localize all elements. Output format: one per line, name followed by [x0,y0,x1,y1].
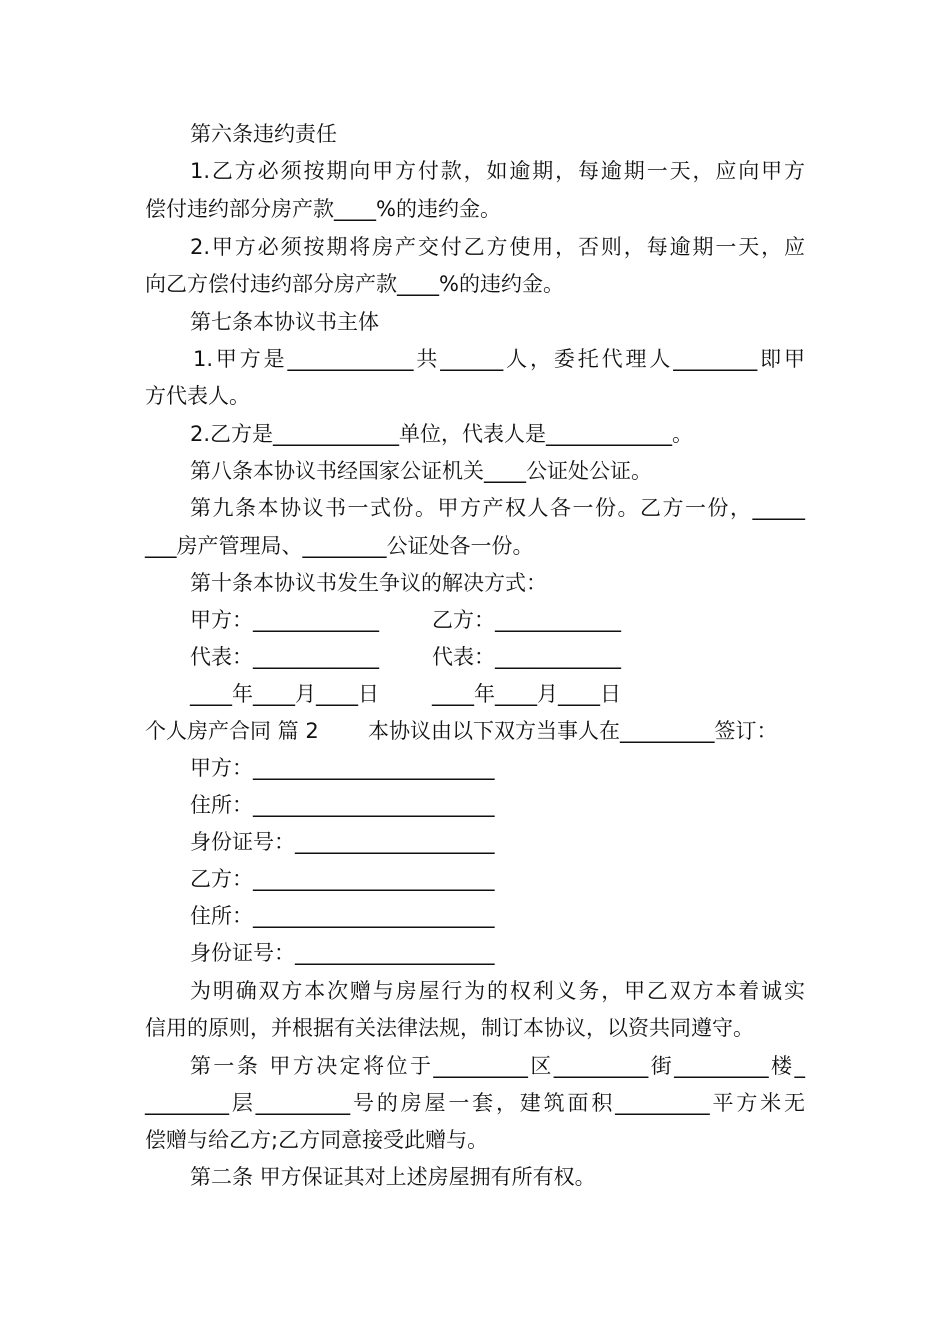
preamble-line-2: 信用的原则，并根据有关法律法规，制订本协议，以资共同遵守。 [145,1016,754,1040]
article-6-clause-1-line-2: 偿付违约部分房产款____%的违约金。 [145,197,501,221]
article-6-heading: 第六条违约责任 [190,122,337,146]
party-b-address-field: 住所：_______________________ [190,904,495,928]
party-b-id-field: 身份证号：___________________ [190,941,495,965]
signature-representative-b: 代表：____________ [432,645,621,669]
party-a-field: 甲方：_______________________ [190,756,495,780]
article-6-clause-2-line-1: 2.甲方必须按期将房产交付乙方使用，否则，每逾期一天，应 [190,235,805,259]
article-9-line-2: ___房产管理局、________公证处各一份。 [145,534,534,558]
article-6-clause-1-line-1: 1.乙方必须按期向甲方付款，如逾期，每逾期一天，应向甲方 [190,159,805,183]
contract-2-intro: 本协议由以下双方当事人在_________签订： [368,719,778,743]
signature-representative-a: 代表：____________ [190,645,379,669]
article-7-clause-1-line-1: 1.甲方是____________共______人，委托代理人________即甲 [193,347,805,371]
party-a-id-field: 身份证号：___________________ [190,830,495,854]
article-6-clause-2-line-2: 向乙方偿付违约部分房产款____%的违约金。 [145,272,564,296]
gift-article-2: 第二条 甲方保证其对上述房屋拥有所有权。 [190,1165,596,1189]
gift-article-1-line-2: ________层_________号的房屋一套，建筑面积_________平方米无 [145,1091,805,1115]
article-7-clause-2: 2.乙方是____________单位，代表人是____________。 [190,422,694,446]
signature-date-b: ____年____月____日 [432,682,621,706]
article-10: 第十条本协议书发生争议的解决方式： [190,571,547,595]
party-b-field: 乙方：_______________________ [190,867,495,891]
preamble-line-1: 为明确双方本次赠与房屋行为的权利义务，甲乙双方本着诚实 [190,979,805,1003]
article-8: 第八条本协议书经国家公证机关____公证处公证。 [190,459,652,483]
article-7-heading: 第七条本协议书主体 [190,310,379,334]
article-9-line-1: 第九条本协议书一式份。甲方产权人各一份。乙方一份，_____ [190,496,805,520]
section-title-contract-2: 个人房产合同 篇 2 [145,719,319,743]
signature-party-a: 甲方：____________ [190,608,379,632]
signature-date-a: ____年____月____日 [190,682,379,706]
gift-article-1-line-3: 偿赠与给乙方;乙方同意接受此赠与。 [145,1128,489,1152]
signature-party-b: 乙方：____________ [432,608,621,632]
gift-article-1-line-1: 第一条 甲方决定将位于_________区_________街_________楼_ [190,1054,805,1078]
article-7-clause-1-line-2: 方代表人。 [145,384,250,408]
party-a-address-field: 住所：_______________________ [190,793,495,817]
